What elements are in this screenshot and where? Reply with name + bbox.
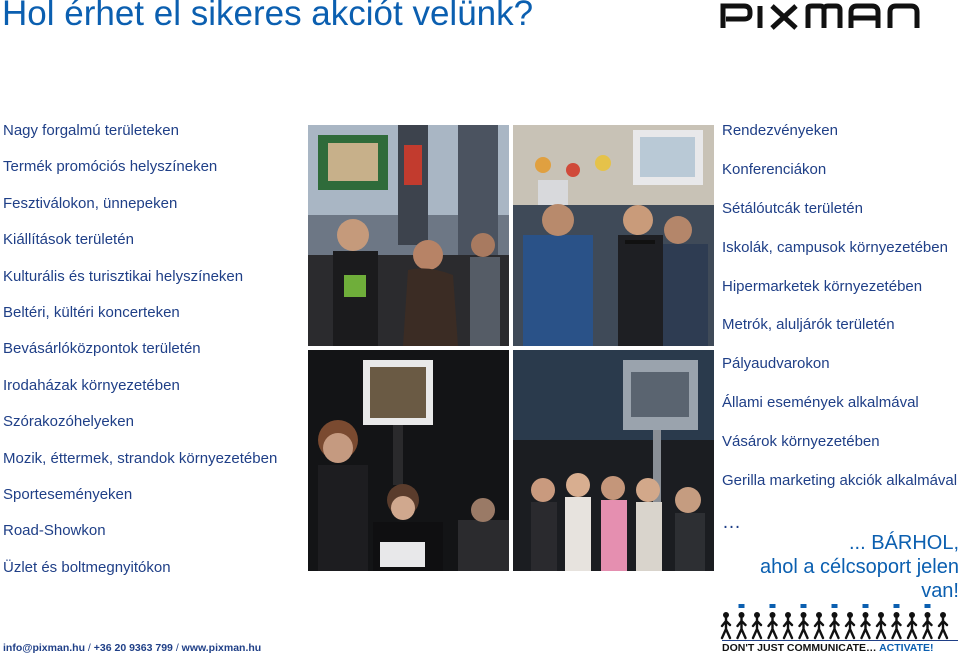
person-figure: [846, 612, 854, 638]
photo-event-promotion: [513, 125, 714, 346]
anywhere-tagline: [722, 531, 959, 603]
page-title: Hol érhet el sikeres akciót velünk?: [2, 0, 534, 33]
list-item: Hipermarketek környezetében: [722, 277, 923, 295]
person-figure: [769, 604, 777, 638]
list-item: Vásárok környezetében: [722, 433, 880, 451]
list-item: Nagy forgalmú területeken: [3, 122, 179, 139]
email-link[interactable]: info@pixman.hu: [3, 642, 85, 654]
person-figure: [815, 612, 823, 638]
list-item: Metrók, aluljárók területén: [722, 316, 895, 334]
left-location-list: [3, 121, 277, 594]
list-item: Beltéri, kültéri koncerteken: [3, 303, 180, 321]
list-item: Sporteseményeken: [3, 485, 133, 503]
slogan-accent: ACTIVATE!: [879, 642, 934, 654]
pixman-logo: [720, 2, 958, 30]
list-item: Termék promóciós helyszíneken: [3, 158, 218, 176]
photo-party-promotion: [513, 350, 714, 571]
list-item: Bevásárlóközpontok területén: [3, 340, 201, 358]
list-item: Rendezvényeken: [722, 122, 838, 139]
person-figure: [831, 604, 839, 638]
photo-nightclub-promotion: [308, 350, 509, 571]
list-item: Szórakozóhelyeken: [3, 413, 134, 431]
person-figure: [784, 612, 792, 638]
list-item: Üzlet és boltmegnyitókon: [3, 558, 171, 576]
list-item: Kiállítások területén: [3, 231, 134, 249]
person-figure: [939, 612, 947, 638]
list-item: Mozik, éttermek, strandok környezetében: [3, 449, 278, 467]
list-item: Kulturális és turisztikai helyszíneken: [3, 267, 244, 285]
contact-info: [3, 642, 261, 654]
person-figure: [722, 612, 730, 638]
person-figure: [862, 604, 870, 638]
person-figure: [877, 612, 885, 638]
slogan: [722, 642, 934, 654]
photo-grid: [308, 125, 714, 571]
slogan-main: DON'T JUST COMMUNICATE…: [722, 642, 877, 654]
list-item: Fesztiválokon, ünnepeken: [3, 194, 178, 212]
list-item: Iskolák, campusok környezetében: [722, 238, 948, 256]
walking-people-icon: [720, 602, 960, 640]
list-item: Irodaházak környezetében: [3, 376, 180, 394]
list-item: Állami események alkalmával: [722, 394, 919, 412]
right-location-list: [722, 121, 957, 510]
list-item: Konferenciákon: [722, 160, 827, 178]
list-item: Sétálóutcák területén: [722, 199, 863, 217]
phone-number: +36 20 9363 799: [93, 642, 173, 654]
list-item: Road-Showkon: [3, 522, 106, 540]
separator: /: [87, 642, 91, 654]
person-figure: [893, 604, 901, 638]
anywhere-line-1: ... BÁRHOL,: [848, 532, 959, 554]
list-item: Gerilla marketing akciók alkalmával: [722, 472, 958, 490]
person-figure: [800, 604, 808, 638]
ellipsis-mark: …: [722, 512, 741, 533]
person-figure: [738, 604, 746, 638]
list-item: Pályaudvarokon: [722, 355, 830, 373]
person-figure: [753, 612, 761, 638]
website-link[interactable]: www.pixman.hu: [181, 642, 262, 654]
person-figure: [924, 604, 932, 638]
person-figure: [908, 612, 916, 638]
anywhere-line-2: ahol a célcsoport jelen van!: [759, 556, 959, 602]
separator: /: [175, 642, 179, 654]
footer-divider: [722, 640, 958, 641]
photo-street-promotion: [308, 125, 509, 346]
